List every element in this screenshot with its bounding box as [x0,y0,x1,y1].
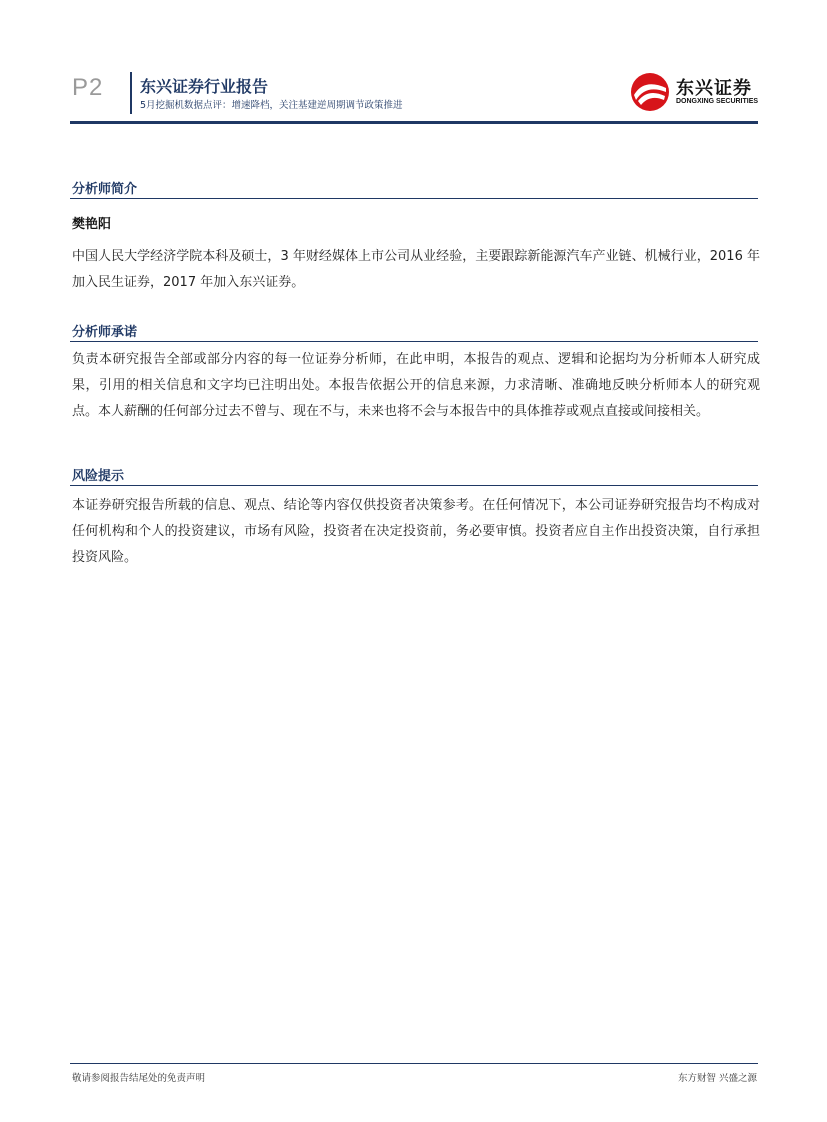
logo-text: 东兴证券 [676,78,752,99]
report-subtitle: 5月挖掘机数据点评：增速降档，关注基建逆周期调节政策推进 [140,100,403,111]
analyst-commitment-text: 负责本研究报告全部或部分内容的每一位证券分析师，在此申明，本报告的观点、逻辑和论据均为分析师本人研究成果，引用的相关信息和文字均已注明出处。本报告依据公开的信息来源，力求清晰、准确地反映分析师本人的研究观点。本人薪酬的任何部分过去不曾与、现在不与，未来也将不会与本报告中的具体推荐或观点直接或间接相关。 [72,352,760,419]
section-rule [70,341,758,342]
report-title: 东兴证券行业报告 [140,77,269,96]
section-title-analyst-intro: 分析师简介 [72,182,138,197]
logo-english-text: DONGXING SECURITIES [676,98,759,105]
page-number: P2 [72,74,104,101]
page-header [0,0,827,130]
section-rule [70,198,758,199]
footer-rule [70,1063,758,1064]
section-title-risk-notice: 风险提示 [72,469,125,484]
risk-notice-text: 本证券研究报告所载的信息、观点、结论等内容仅供投资者决策参考。在任何情况下，本公司证券研究报告均不构成对任何机构和个人的投资建议，市场有风险，投资者在决定投资前，务必要审慎。投资者应自主作出投资决策，自行承担投资风险。 [72,498,760,565]
section-rule [70,485,758,486]
company-slogan: 东方财智 兴盛之源 [677,1073,757,1084]
header-rule [70,121,758,124]
section-title-analyst-commitment: 分析师承诺 [72,325,138,340]
analyst-bio: 中国人民大学经济学院本科及硕士，3 年财经媒体上市公司从业经验，主要跟踪新能源汽车产业链、机械行业，2016 年加入民生证券，2017 年加入东兴证券。 [72,249,760,290]
analyst-name: 樊艳阳 [72,217,112,232]
header-divider [130,72,132,114]
disclaimer-reference: 敬请参阅报告结尾处的免责声明 [72,1073,206,1084]
